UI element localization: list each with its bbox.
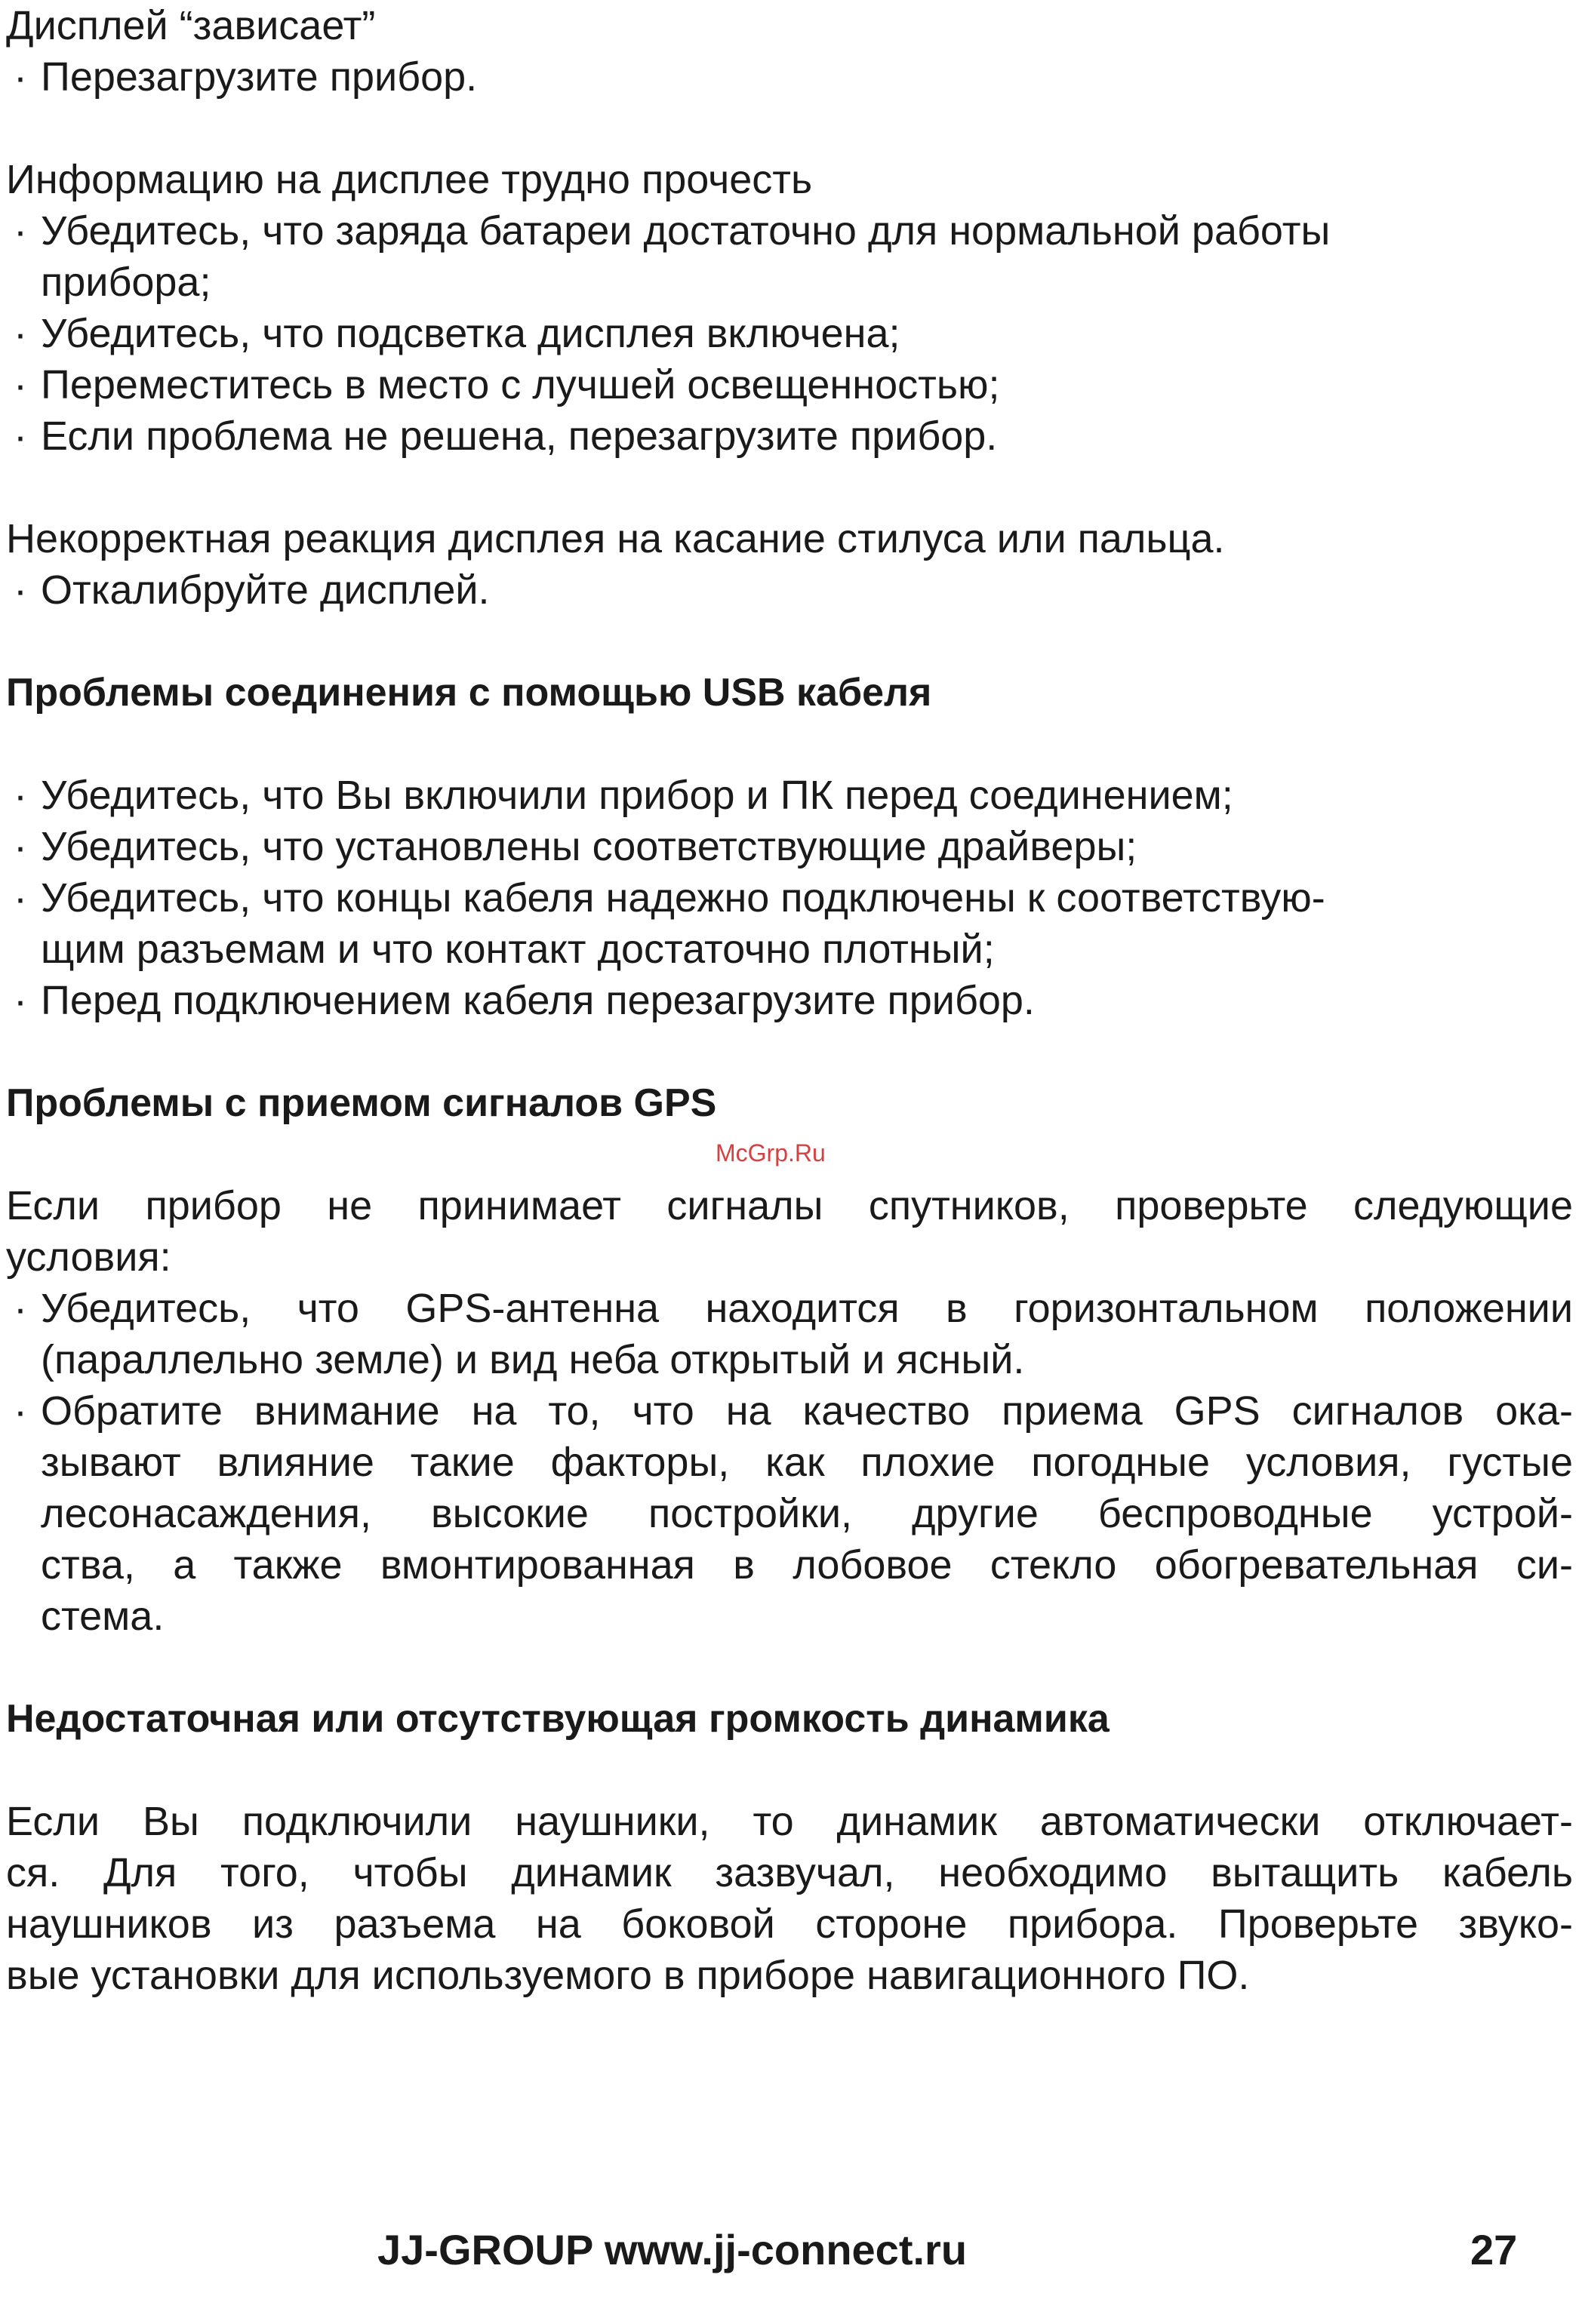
list-item — [6, 1283, 1576, 1385]
paragraph-line: Если прибор не принимает сигналы спутников, проверьте следующие — [6, 1183, 1573, 1228]
list-item — [6, 359, 1576, 410]
list-item-text: (параллельно земле) и вид неба открытый и ясный. — [41, 1337, 1025, 1382]
list-item — [6, 1385, 1576, 1642]
list-item-text: Убедитесь, что подсветка дисплея включена; — [41, 311, 900, 356]
bullet-dot: · — [14, 978, 27, 1023]
list-item-text: Перед подключением кабеля перезагрузите прибор. — [41, 978, 1035, 1023]
section-title-display-freeze: Дисплей “зависает” — [6, 3, 376, 48]
bullet-dot: · — [14, 773, 27, 818]
list-item-text: щим разъемам и что контакт достаточно плотный; — [41, 927, 995, 972]
list-item-text: Перезагрузите прибор. — [41, 54, 478, 100]
list-item-text: Переместитесь в место с лучшей освещенностью; — [41, 362, 1000, 407]
list-item-text: Убедитесь, что Вы включили прибор и ПК перед соединением; — [41, 773, 1233, 818]
list-item-text: Убедитесь, что концы кабеля надежно подключены к соответствую- — [41, 875, 1325, 921]
section-title-touch: Некорректная реакция дисплея на касание стилуса или пальца. — [6, 516, 1225, 561]
list-item — [6, 51, 1576, 103]
list-item — [6, 205, 1576, 308]
footer-site: JJ-GROUP www.jj-connect.ru — [377, 2226, 968, 2273]
paragraph-line: Если Вы подключили наушники, то динамик автоматически отключает- — [6, 1799, 1573, 1844]
list-item-text: ства, а также вмонтированная в лобовое стекло обогревательная си- — [41, 1542, 1573, 1588]
list-item-text: Убедитесь, что GPS-антенна находится в горизонтальном положении — [41, 1286, 1573, 1331]
list-item — [6, 564, 1576, 616]
list-item-text: Обратите внимание на то, что на качество приема GPS сигналов ока- — [41, 1388, 1573, 1434]
list-item-text: Если проблема не решена, перезагрузите прибор. — [41, 413, 998, 459]
bullet-dot: · — [14, 54, 27, 100]
heading-usb: Проблемы соединения с помощью USB кабеля — [6, 671, 932, 715]
bullet-dot: · — [14, 413, 27, 459]
page-number: 27 — [1470, 2226, 1518, 2273]
list-item — [6, 770, 1576, 821]
heading-gps: Проблемы с приемом сигналов GPS — [6, 1081, 717, 1125]
paragraph-line: наушников из разъема на боковой стороне прибора. Проверьте звуко- — [6, 1901, 1573, 1947]
bullet-dot: · — [14, 875, 27, 921]
document-page — [6, 0, 1576, 2001]
watermark: McGrp.Ru — [716, 1139, 826, 1167]
list-item — [6, 821, 1576, 872]
bullet-dot: · — [14, 311, 27, 356]
bullet-dot: · — [14, 1286, 27, 1331]
section-title-display-unreadable: Информацию на дисплее трудно прочесть — [6, 157, 813, 202]
paragraph-line: вые установки для используемого в приборе навигационного ПО. — [6, 1953, 1250, 1998]
list-item-text: Откалибруйте дисплей. — [41, 567, 490, 613]
list-item-text: лесонасаждения, высокие постройки, другие беспроводные устрой- — [41, 1491, 1573, 1536]
bullet-dot: · — [14, 824, 27, 869]
list-item — [6, 410, 1576, 462]
paragraph-line: условия: — [6, 1234, 171, 1280]
list-item-text: Убедитесь, что заряда батареи достаточно для нормальной работы — [41, 208, 1331, 254]
heading-speaker: Недостаточная или отсутствующая громкость динамика — [6, 1697, 1110, 1741]
list-item — [6, 975, 1576, 1026]
list-item-text: стема. — [41, 1594, 165, 1639]
paragraph-line: ся. Для того, чтобы динамик зазвучал, необходимо вытащить кабель — [6, 1850, 1573, 1895]
bullet-dot: · — [14, 362, 27, 407]
list-item-text: Убедитесь, что установлены соответствующие драйверы; — [41, 824, 1137, 869]
list-item-text: зывают влияние такие факторы, как плохие погодные условия, густые — [41, 1440, 1573, 1485]
list-item-text: прибора; — [41, 260, 211, 305]
bullet-dot: · — [14, 1388, 27, 1434]
bullet-dot: · — [14, 208, 27, 254]
list-item — [6, 308, 1576, 359]
list-item — [6, 872, 1576, 975]
bullet-dot: · — [14, 567, 27, 613]
